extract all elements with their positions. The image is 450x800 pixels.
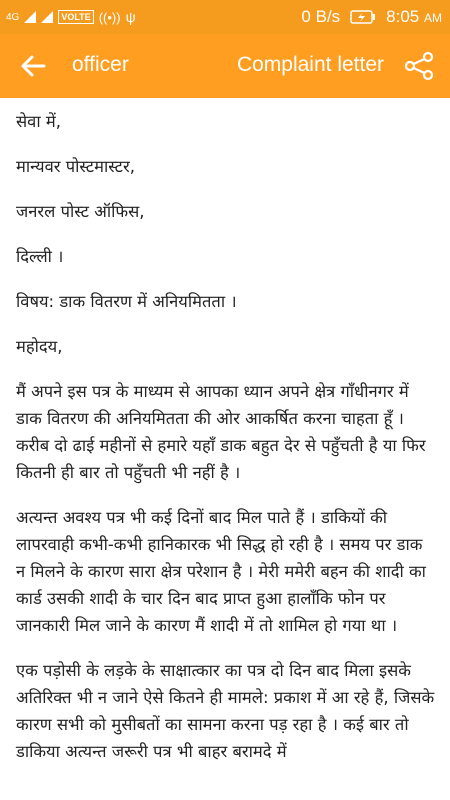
- status-right: [301, 6, 442, 28]
- arrow-back-icon[interactable]: [16, 50, 50, 82]
- status-bar: [0, 0, 450, 34]
- network-type-label: 4G: [6, 11, 20, 23]
- letter-paragraph: सेवा में,: [16, 112, 61, 131]
- clock-time: 8:05: [386, 7, 420, 26]
- letter-paragraph: अत्यन्त अवश्य पत्र भी कई दिनों बाद मिल पाते हैं । डाकियों की लापरवाही कभी-कभी हानिकारक भी सिद्ध हो रही है । समय पर डाक न मिलने के कारण सारा क्षेत्र परेशान है । मेरी ममेरी बहन की शादी का कार्ड उसकी शादी के चार दिन बाद प्राप्त हुआ हालाँकि फोन पर जानकारी मिल जाने के कारण मैं शादी में तो शामिल हो गया था ।: [16, 508, 426, 635]
- signal-icon: [24, 11, 36, 23]
- clock: [386, 7, 442, 27]
- network-speed: 0 B/s: [301, 7, 341, 26]
- app-bar: [0, 34, 450, 98]
- letter-paragraph: मान्यवर पोस्टमास्टर,: [16, 157, 135, 176]
- tab-officer[interactable]: officer: [72, 53, 129, 76]
- volte-badge: VOLTE: [58, 10, 93, 24]
- share-icon[interactable]: [402, 50, 436, 82]
- letter-paragraph: विषय: डाक वितरण में अनियमितता ।: [16, 292, 237, 311]
- letter-paragraph: एक पड़ोसी के लड़के के साक्षात्कार का पत्र दो दिन बाद मिला इसके अतिरिक्त भी न जाने ऐसे कितने ही मामले: प्रकाश में आ रहे हैं, जिसके कारण सभी को मुसीबतों का सामना करना पड़ रहा है । कई बार तो डाकिया अत्यन्त जरूरी पत्र भी बाहर बरामदे में: [16, 661, 435, 761]
- clock-ampm: AM: [424, 11, 442, 25]
- letter-content: [16, 108, 436, 783]
- hotspot-icon: ((•)): [98, 9, 121, 25]
- page-title[interactable]: Complaint letter: [236, 53, 384, 76]
- signal-icon-2: [41, 11, 53, 23]
- letter-paragraph: दिल्ली ।: [16, 247, 64, 266]
- status-left: [6, 6, 136, 28]
- letter-paragraph: मैं अपने इस पत्र के माध्यम से आपका ध्यान अपने क्षेत्र गाँधीनगर में डाक वितरण की अनियमितता की ओर आकर्षित करना चाहता हूँ । करीब दो ढाई महीनों से हमारे यहाँ डाक बहुत देर से पहुँचती है या फिर कितनी ही बार तो पहुँचती भी नहीं है ।: [16, 382, 426, 482]
- letter-paragraph: महोदय,: [16, 337, 63, 356]
- battery-icon: [350, 10, 376, 24]
- usb-icon: ψ: [125, 9, 136, 25]
- letter-paragraph: जनरल पोस्ट ऑफिस,: [16, 202, 145, 221]
